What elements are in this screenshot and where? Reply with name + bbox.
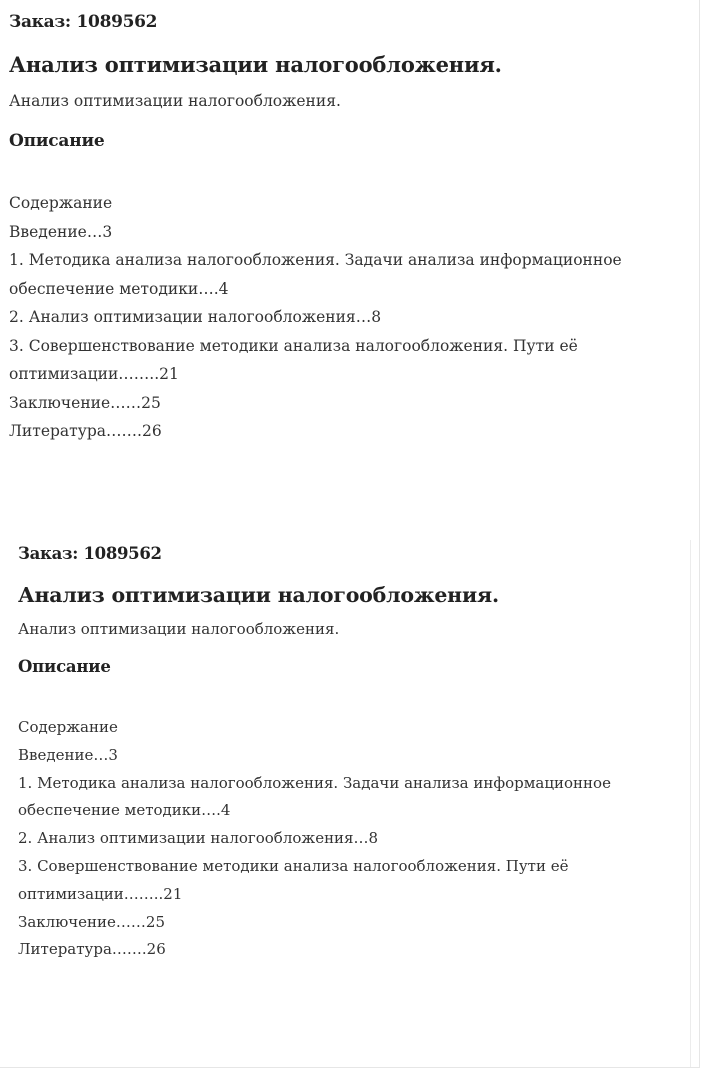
toc-item: 2. Анализ оптимизации налогообложения…8 (18, 829, 379, 848)
order-card-2 (18, 540, 690, 964)
order-card-1 (9, 8, 689, 446)
table-of-contents (9, 189, 689, 446)
toc-item: Содержание (9, 194, 113, 212)
toc-item: Содержание (18, 718, 118, 736)
toc-item: Введение…3 (18, 745, 118, 764)
toc-item: Введение…3 (9, 222, 113, 241)
toc-item: Заключение……25 (9, 393, 161, 412)
toc-item: Литература…….26 (9, 422, 162, 440)
description-heading: Описание (9, 131, 105, 151)
toc-item: 2. Анализ оптимизации налогообложения…8 (9, 308, 382, 326)
toc-item: 1. Методика анализа налогообложения. Задачи анализа информационное обеспечение методики….4 (9, 251, 622, 298)
order-subtitle: Анализ оптимизации налогообложения. (18, 620, 340, 638)
toc-item: 1. Методика анализа налогообложения. Задачи анализа информационное обеспечение методики….4 (18, 773, 611, 820)
toc-item: Заключение……25 (18, 912, 166, 931)
order-number: Заказ: 1089562 (18, 544, 162, 563)
order-number: Заказ: 1089562 (9, 12, 158, 32)
description-heading: Описание (18, 657, 111, 676)
toc-item: 3. Совершенствование методики анализа налогообложения. Пути её оптимизации……..21 (18, 856, 569, 903)
order-title: Анализ оптимизации налогообложения. (9, 52, 502, 77)
toc-item: Литература…….26 (18, 940, 166, 959)
order-title: Анализ оптимизации налогообложения. (18, 583, 499, 607)
second-block-edge (690, 540, 691, 1067)
order-subtitle: Анализ оптимизации налогообложения. (9, 92, 341, 110)
toc-item: 3. Совершенствование методики анализа налогообложения. Пути её оптимизации……..21 (9, 336, 578, 383)
table-of-contents (18, 714, 690, 964)
